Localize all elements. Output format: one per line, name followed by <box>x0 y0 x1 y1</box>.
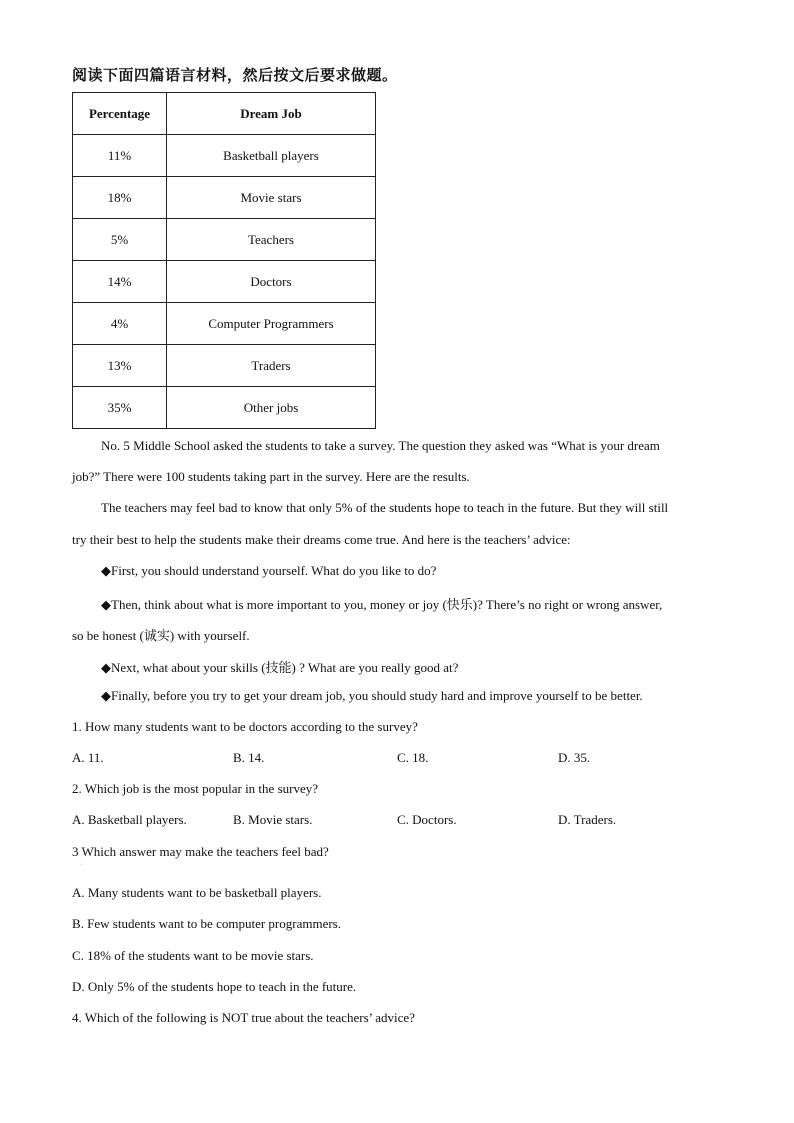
question-4: 4. Which of the following is NOT true about the teachers’ advice? <box>72 1010 415 1025</box>
percentage-cell: 18% <box>73 177 167 219</box>
advice-bullet-2-line-1: ◆Then, think about what is more important to you, money or joy (快乐)? There’s no right or wrong answer, <box>101 597 663 612</box>
stray-mark: · <box>80 862 82 868</box>
q1-option-c: C. 18. <box>397 750 429 765</box>
percentage-cell: 13% <box>73 345 167 387</box>
percentage-cell: 11% <box>73 135 167 177</box>
q1-option-b: B. 14. <box>233 750 265 765</box>
advice-bullet-1: ◆First, you should understand yourself. What do you like to do? <box>101 563 437 578</box>
table-row <box>73 261 376 303</box>
q2-option-a: A. Basketball players. <box>72 812 187 827</box>
q1-option-a: A. 11. <box>72 750 104 765</box>
column-header-percentage: Percentage <box>73 93 167 135</box>
q2-option-d: D. Traders. <box>558 812 617 827</box>
table-row <box>73 135 376 177</box>
passage-paragraph-1-line-1: No. 5 Middle School asked the students to take a survey. The question they asked was “What is your dream <box>101 438 660 453</box>
q1-option-d: D. 35. <box>558 750 591 765</box>
job-cell: Teachers <box>167 219 376 261</box>
q3-option-d: D. Only 5% of the students hope to teach in the future. <box>72 979 357 994</box>
table-row <box>73 219 376 261</box>
percentage-cell: 14% <box>73 261 167 303</box>
advice-bullet-2-line-2: so be honest (诚实) with yourself. <box>72 628 250 643</box>
table-row <box>73 303 376 345</box>
question-2: 2. Which job is the most popular in the survey? <box>72 781 318 796</box>
table-row <box>73 177 376 219</box>
table-header-row <box>73 93 376 135</box>
q3-option-a: A. Many students want to be basketball players. <box>72 885 322 900</box>
question-3: 3 Which answer may make the teachers feel bad? <box>72 844 329 859</box>
q2-option-b: B. Movie stars. <box>233 812 313 827</box>
q3-option-b: B. Few students want to be computer programmers. <box>72 916 341 931</box>
job-cell: Doctors <box>167 261 376 303</box>
passage-paragraph-2-line-1: The teachers may feel bad to know that only 5% of the students hope to teach in the future. But they will still <box>101 500 669 515</box>
advice-bullet-3: ◆Next, what about your skills (技能) ? What are you really good at? <box>101 660 459 675</box>
dream-job-table <box>72 92 376 429</box>
percentage-cell: 4% <box>73 303 167 345</box>
question-1: 1. How many students want to be doctors according to the survey? <box>72 719 418 734</box>
job-cell: Computer Programmers <box>167 303 376 345</box>
passage-paragraph-1-line-2: job?” There were 100 students taking part in the survey. Here are the results. <box>72 469 470 484</box>
table-row <box>73 345 376 387</box>
percentage-cell: 5% <box>73 219 167 261</box>
column-header-dream-job: Dream Job <box>167 93 376 135</box>
job-cell: Other jobs <box>167 387 376 429</box>
advice-bullet-4: ◆Finally, before you try to get your dream job, you should study hard and improve yourself to be better. <box>101 688 643 703</box>
instructions-heading: 阅读下面四篇语言材料，然后按文后要求做题。 <box>72 66 398 84</box>
job-cell: Traders <box>167 345 376 387</box>
job-cell: Basketball players <box>167 135 376 177</box>
table-row <box>73 387 376 429</box>
q3-option-c: C. 18% of the students want to be movie stars. <box>72 948 314 963</box>
passage-paragraph-2-line-2: try their best to help the students make their dreams come true. And here is the teachers’ advice: <box>72 532 571 547</box>
q2-option-c: C. Doctors. <box>397 812 457 827</box>
percentage-cell: 35% <box>73 387 167 429</box>
job-cell: Movie stars <box>167 177 376 219</box>
